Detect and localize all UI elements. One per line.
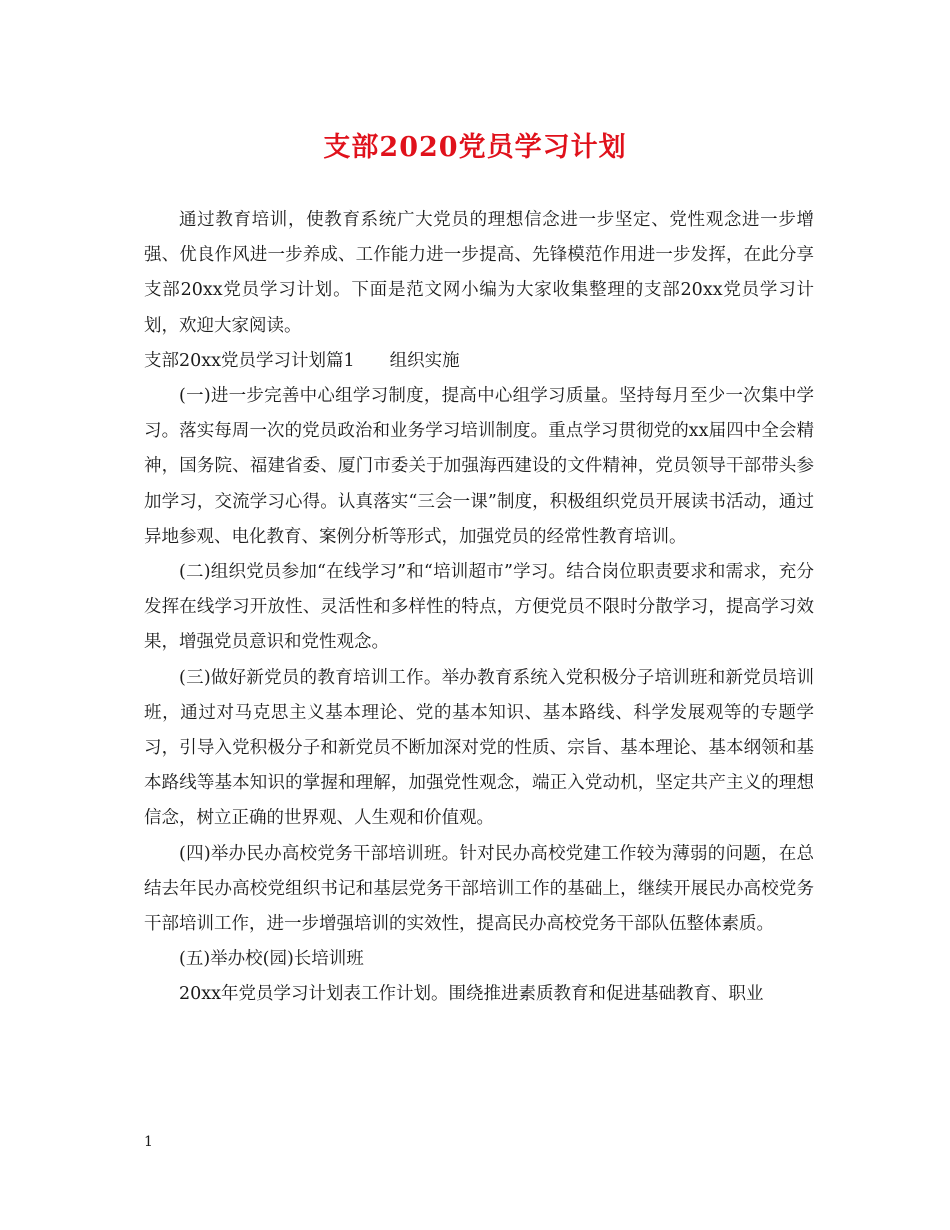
intro-paragraph: 通过教育培训，使教育系统广大党员的理想信念进一步坚定、党性观念进一步增强、优良作风进一步养成、工作能力进一步提高、先锋模范作用进一步发挥，在此分享支部20xx党员学习计划。下面是范文网小编为大家收集整理的支部20xx党员学习计划，欢迎大家阅读。 bbox=[144, 210, 814, 336]
body-paragraph-2: (二)组织党员参加“在线学习”和“培训超市”学习。结合岗位职责要求和需求，充分发挥在线学习开放性、灵活性和多样性的特点，方便党员不限时分散学习，提高学习效果，增强党员意识和党性观念。 bbox=[144, 562, 814, 653]
page-number: 1 bbox=[144, 1134, 153, 1150]
body-paragraph-5: (五)举办校(园)长培训班 bbox=[179, 949, 364, 970]
body-paragraph-6: 20xx年党员学习计划表工作计划。围绕推进素质教育和促进基础教育、职业 bbox=[179, 984, 764, 1005]
body-paragraph-4: (四)举办民办高校党务干部培训班。针对民办高校党建工作较为薄弱的问题，在总结去年民办高校党组织书记和基层党务干部培训工作的基础上，继续开展民办高校党务干部培训工作，进一步增强培训的实效性，提高民办高校党务干部队伍整体素质。 bbox=[144, 843, 814, 935]
body-paragraph-1: (一)进一步完善中心组学习制度，提高中心组学习质量。坚持每月至少一次集中学习。落实每周一次的党员政治和业务学习培训制度。重点学习贯彻党的xx届四中全会精神，国务院、福建省委、厦门市委关于加强海西建设的文件精神，党员领导干部带头参加学习，交流学习心得。认真落实“三会一课”制度，积极组织党员开展读书活动，通过异地参观、电化教育、案例分析等形式，加强党员的经常性教育培训。 bbox=[144, 386, 814, 547]
document-title: 支部2020党员学习计划 bbox=[323, 132, 627, 163]
document-body bbox=[144, 203, 814, 1013]
section-heading: 支部20xx党员学习计划篇1 组织实施 bbox=[144, 350, 460, 371]
body-paragraph-3: (三)做好新党员的教育培训工作。举办教育系统入党积极分子培训班和新党员培训班，通过对马克思主义基本理论、党的基本知识、基本路线、科学发展观等的专题学习，引导入党积极分子和新党员不断加深对党的性质、宗旨、基本理论、基本纲领和基本路线等基本知识的掌握和理解，加强党性观念，端正入党动机，坚定共产主义的理想信念，树立正确的世界观、人生观和价值观。 bbox=[144, 667, 814, 829]
